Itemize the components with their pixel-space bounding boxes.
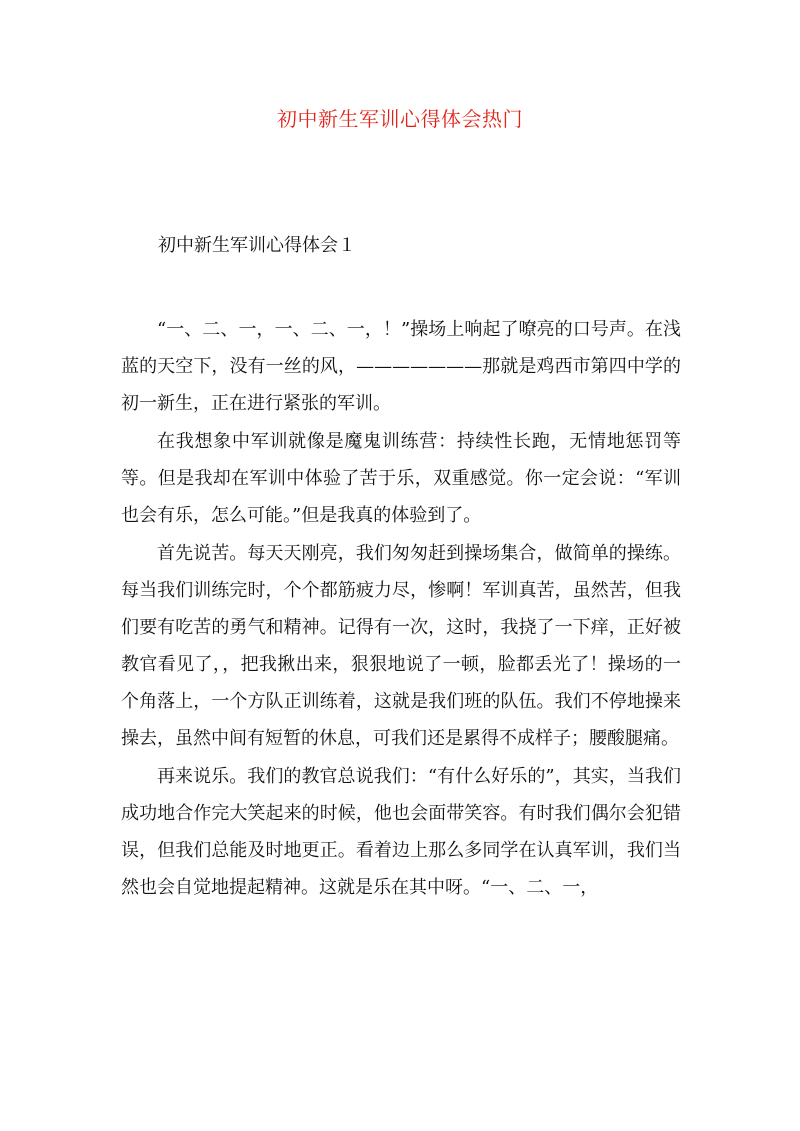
document-title: 初中新生军训心得体会热门: [277, 107, 523, 131]
paragraph-2: 在我想象中军训就像是魔鬼训练营：持续性长跑，无情地惩罚等等。但是我却在军训中体验了苦于乐，双重感觉。你一定会说：“军训也会有乐，怎么可能。”但是我真的体验到了。: [121, 431, 681, 526]
section-heading: 初中新生军训心得体会１: [158, 235, 356, 256]
paragraph-3: 首先说苦。每天天刚亮，我们匆匆赶到操场集合，做简单的操练。每当我们训练完时，个个都筋疲力尽，惨啊！军训真苦，虽然苦，但我们要有吃苦的勇气和精神。记得有一次，这时，我挠了一下痒，正好被教官看见了，，把我揪出来，狠狠地说了一顿，脸都丢光了！操场的一个角落上，一个方队正训练着，这就是我们班的队伍。我们不停地操来操去，虽然中间有短暂的休息，可我们还是累得不成样子；腰酸腿痛。: [121, 543, 681, 749]
paragraph-1: “一、二、一，一、二、一，！”操场上响起了嘹亮的口号声。在浅蓝的天空下，没有一丝的风，———————那就是鸡西市第四中学的初一新生，正在进行紧张的军训。: [121, 319, 681, 414]
paragraph-4: 再来说乐。我们的教官总说我们：“有什么好乐的”，其实，当我们成功地合作完大笑起来的时候，他也会面带笑容。有时我们偶尔会犯错误，但我们总能及时地更正。看着边上那么多同学在认真军训，我们当然也会自觉地提起精神。这就是乐在其中呀。“一、二、一，: [121, 766, 681, 898]
document-body: [121, 311, 681, 906]
